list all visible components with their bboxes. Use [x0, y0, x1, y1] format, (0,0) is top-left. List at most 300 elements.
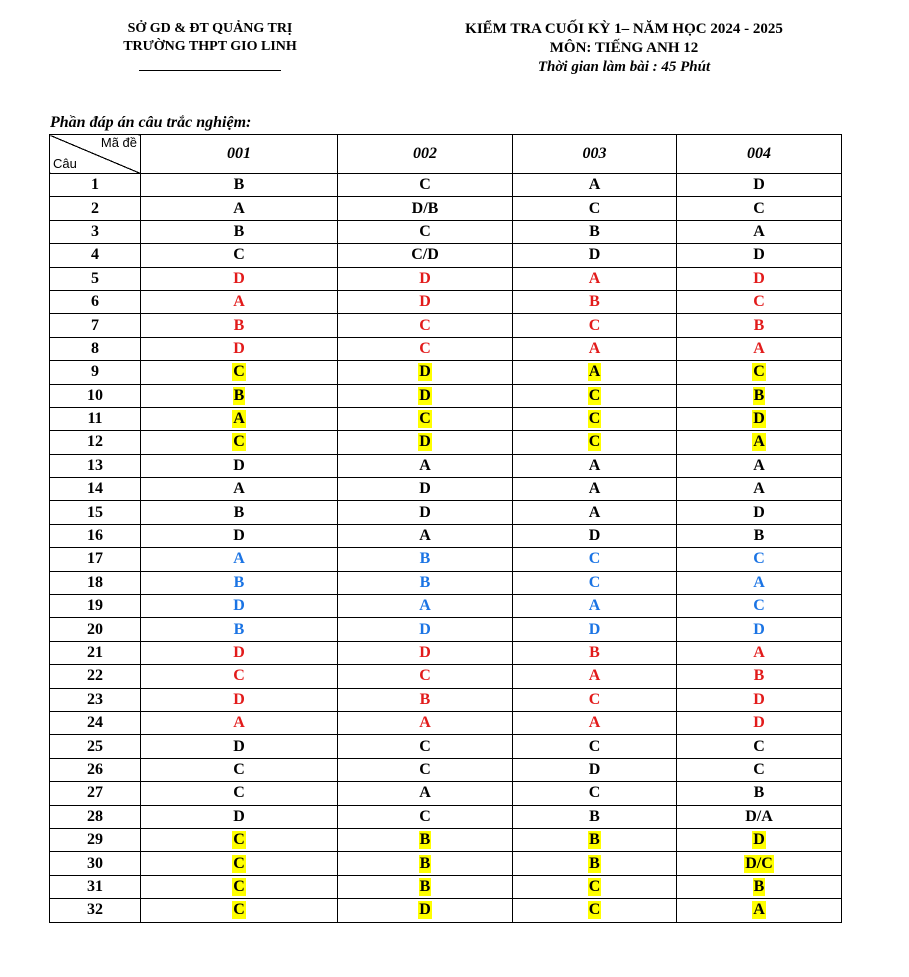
answer-letter: C — [233, 877, 245, 895]
answer-cell — [141, 407, 338, 430]
answer-cell — [677, 688, 842, 711]
answer-cell — [141, 758, 338, 781]
answer-letter: C — [233, 363, 245, 381]
table-row — [50, 618, 842, 641]
answer-cell — [513, 174, 677, 197]
table-row — [50, 431, 842, 454]
answer-cell — [513, 641, 677, 664]
question-number-cell: 2 — [50, 197, 141, 220]
answer-table-body — [50, 174, 842, 923]
answer-cell — [338, 805, 513, 828]
answer-letter: A — [753, 433, 765, 451]
answer-cell — [338, 290, 513, 313]
answer-cell — [677, 407, 842, 430]
answer-cell — [513, 852, 677, 875]
answer-cell — [338, 899, 513, 922]
answer-letter: D — [233, 456, 245, 474]
answer-cell — [338, 665, 513, 688]
answer-cell — [677, 711, 842, 734]
answer-cell — [338, 337, 513, 360]
exam-subject: MÔN: TIẾNG ANH 12 — [549, 40, 699, 56]
answer-cell — [141, 197, 338, 220]
answer-cell — [513, 899, 677, 922]
answer-letter: C — [588, 901, 601, 919]
answer-cell — [141, 524, 338, 547]
question-number-cell: 20 — [50, 618, 141, 641]
question-number-cell: 21 — [50, 641, 141, 664]
table-row — [50, 641, 842, 664]
answer-cell — [141, 571, 338, 594]
answer-cell — [338, 244, 513, 267]
answer-letter: B — [233, 316, 245, 334]
answer-cell — [677, 220, 842, 243]
answer-cell — [338, 384, 513, 407]
answer-letter: B — [753, 527, 765, 545]
answer-letter: D — [588, 246, 601, 264]
answer-letter: C — [588, 433, 601, 451]
answer-letter: A — [753, 222, 765, 240]
answer-letter: C — [588, 199, 601, 217]
answer-cell — [513, 571, 677, 594]
answer-cell — [338, 407, 513, 430]
answer-cell — [513, 782, 677, 805]
table-header-row — [50, 135, 842, 174]
answer-cell — [141, 501, 338, 524]
answer-cell — [677, 314, 842, 337]
answer-cell — [677, 361, 842, 384]
answer-letter: C — [588, 386, 601, 404]
table-row — [50, 852, 842, 875]
question-number-cell: 25 — [50, 735, 141, 758]
answer-letter: A — [588, 480, 601, 498]
answer-cell — [677, 244, 842, 267]
answer-letter: B — [419, 550, 431, 568]
answer-letter: A — [419, 597, 431, 615]
answer-cell — [513, 595, 677, 618]
question-number-cell: 11 — [50, 407, 141, 430]
answer-cell — [141, 618, 338, 641]
answer-letter: C — [588, 573, 601, 591]
answer-letter: C — [419, 316, 431, 334]
answer-letter: D — [233, 527, 245, 545]
table-row — [50, 735, 842, 758]
answer-cell — [141, 454, 338, 477]
answer-letter: C — [588, 784, 601, 802]
answer-letter: C — [588, 737, 601, 755]
answer-letter: D — [419, 386, 431, 404]
answer-cell — [513, 454, 677, 477]
answer-cell — [677, 197, 842, 220]
answer-cell — [141, 711, 338, 734]
answer-letter: C — [753, 293, 765, 311]
answer-letter: D — [233, 597, 245, 615]
answer-letter: A — [588, 176, 601, 194]
answer-cell — [141, 267, 338, 290]
answer-letter: D — [419, 480, 431, 498]
exam-title: KIỂM TRA CUỐI KỲ 1– NĂM HỌC 2024 - 2025 — [465, 21, 783, 37]
answer-cell — [338, 571, 513, 594]
answer-letter: C — [419, 339, 431, 357]
answer-cell — [141, 899, 338, 922]
answer-cell — [677, 267, 842, 290]
corner-label-code: Mã đề — [100, 135, 137, 150]
answer-letter: A — [753, 644, 765, 661]
answer-cell — [141, 548, 338, 571]
answer-letter: B — [753, 316, 765, 334]
question-number-cell: 14 — [50, 478, 141, 501]
answer-cell — [141, 805, 338, 828]
table-row — [50, 899, 842, 922]
answer-cell — [141, 361, 338, 384]
answer-cell — [677, 805, 842, 828]
answer-cell — [338, 361, 513, 384]
question-number-cell: 10 — [50, 384, 141, 407]
answer-cell — [141, 290, 338, 313]
answer-cell — [677, 735, 842, 758]
table-row — [50, 595, 842, 618]
table-row — [50, 805, 842, 828]
answer-letter: C — [588, 316, 601, 334]
answer-cell — [141, 244, 338, 267]
answer-letter: B — [589, 644, 600, 661]
answer-cell — [338, 454, 513, 477]
answer-cell — [141, 828, 338, 851]
question-number-cell: 29 — [50, 828, 141, 851]
answer-letter: A — [233, 480, 245, 498]
exam-code-header: 001 — [141, 135, 338, 174]
answer-letter: C — [588, 690, 601, 708]
department-name: SỞ GD & ĐT QUẢNG TRỊ — [127, 21, 293, 36]
answer-letter: A — [588, 339, 601, 357]
answer-cell — [513, 711, 677, 734]
answer-cell — [513, 361, 677, 384]
answer-letter: A — [588, 456, 601, 474]
answer-letter: B — [233, 573, 245, 591]
answer-letter: D — [233, 644, 245, 661]
answer-cell — [513, 828, 677, 851]
answer-letter: A — [753, 456, 765, 474]
table-row — [50, 665, 842, 688]
answer-letter: D — [233, 269, 245, 287]
exam-duration: Thời gian làm bài : 45 Phút — [537, 59, 711, 75]
answer-cell — [677, 828, 842, 851]
exam-code-header: 003 — [513, 135, 677, 174]
answer-cell — [141, 431, 338, 454]
answer-letter: A — [588, 269, 601, 287]
question-number-cell: 7 — [50, 314, 141, 337]
answer-letter: D — [753, 690, 765, 708]
table-row — [50, 688, 842, 711]
question-number-cell: 28 — [50, 805, 141, 828]
answer-cell — [141, 735, 338, 758]
answer-cell — [513, 478, 677, 501]
answer-letter: D — [588, 760, 601, 778]
school-name: TRƯỜNG THPT GIO LINH — [123, 39, 297, 54]
section-title: Phần đáp án câu trắc nghiệm: — [50, 114, 252, 131]
answer-letter: D — [753, 410, 765, 428]
answer-cell — [338, 641, 513, 664]
corner-header-cell — [50, 135, 141, 174]
answer-letter: D — [233, 339, 245, 357]
answer-cell — [513, 337, 677, 360]
answer-letter: B — [419, 690, 431, 708]
answer-cell — [338, 548, 513, 571]
header-divider — [139, 70, 281, 71]
answer-letter: C — [233, 901, 245, 919]
answer-letter: B — [753, 386, 765, 404]
answer-letter: A — [419, 456, 431, 474]
answer-cell — [338, 711, 513, 734]
answer-letter: C — [588, 410, 601, 428]
table-row — [50, 875, 842, 898]
answer-letter: D — [419, 620, 431, 638]
table-row — [50, 548, 842, 571]
answer-cell — [513, 688, 677, 711]
question-number-cell: 12 — [50, 431, 141, 454]
answer-letter: C — [233, 784, 245, 802]
answer-letter: C — [753, 597, 765, 615]
answer-letter: D — [419, 363, 431, 381]
exam-code-header: 004 — [677, 135, 842, 174]
answer-cell — [141, 337, 338, 360]
answer-letter: A — [233, 293, 245, 311]
answer-letter: D — [753, 269, 765, 287]
question-number-cell: 5 — [50, 267, 141, 290]
answer-cell — [338, 758, 513, 781]
answer-letter: D — [419, 293, 431, 311]
question-number-cell: 1 — [50, 174, 141, 197]
answer-letter: C — [419, 222, 431, 240]
answer-letter: B — [589, 222, 600, 240]
answer-letter: C — [588, 550, 601, 568]
answer-cell — [677, 524, 842, 547]
answer-letter: A — [588, 714, 601, 732]
answer-letter: A — [233, 550, 245, 568]
answer-letter: A — [588, 667, 601, 685]
answer-letter: D — [233, 807, 245, 825]
answer-cell — [677, 290, 842, 313]
answer-letter: D/C — [745, 854, 773, 872]
answer-letter: B — [419, 877, 431, 895]
answer-letter: A — [233, 410, 245, 428]
answer-cell — [141, 478, 338, 501]
answer-letter: D — [419, 644, 431, 661]
answer-letter: C — [753, 363, 765, 381]
table-row — [50, 197, 842, 220]
answer-cell — [141, 688, 338, 711]
answer-letter: B — [233, 176, 245, 194]
answer-letter: A — [233, 199, 245, 217]
table-row — [50, 174, 842, 197]
answer-letter: A — [588, 503, 601, 521]
answer-cell — [677, 641, 842, 664]
answer-cell — [513, 197, 677, 220]
question-number-cell: 13 — [50, 454, 141, 477]
answer-letter: C — [419, 176, 431, 194]
question-number-cell: 27 — [50, 782, 141, 805]
answer-cell — [338, 220, 513, 243]
answer-cell — [513, 618, 677, 641]
answer-letter: B — [589, 854, 600, 872]
answer-cell — [141, 782, 338, 805]
question-number-cell: 3 — [50, 220, 141, 243]
answer-cell — [677, 665, 842, 688]
answer-cell — [513, 758, 677, 781]
answer-letter: B — [589, 293, 600, 311]
answer-cell — [513, 407, 677, 430]
answer-letter: B — [233, 620, 245, 638]
table-row — [50, 220, 842, 243]
answer-letter: C — [753, 737, 765, 755]
exam-header — [400, 20, 848, 77]
answer-letter: C — [588, 877, 601, 895]
answer-letter: C — [419, 667, 431, 685]
question-number-cell: 26 — [50, 758, 141, 781]
answer-letter: C — [419, 760, 431, 778]
answer-cell — [141, 174, 338, 197]
answer-cell — [338, 595, 513, 618]
table-row — [50, 314, 842, 337]
answer-letter: A — [233, 714, 245, 732]
answer-cell — [338, 174, 513, 197]
answer-letter: D — [419, 433, 431, 451]
answer-letter: B — [589, 831, 600, 849]
answer-letter: B — [233, 222, 245, 240]
answer-cell — [513, 875, 677, 898]
answer-cell — [513, 314, 677, 337]
answer-cell — [677, 337, 842, 360]
answer-cell — [338, 875, 513, 898]
answer-cell — [677, 758, 842, 781]
answer-cell — [338, 501, 513, 524]
answer-cell — [338, 197, 513, 220]
table-row — [50, 758, 842, 781]
answer-letter: A — [588, 597, 601, 615]
answer-letter: A — [419, 527, 431, 545]
answer-cell — [677, 548, 842, 571]
table-row — [50, 361, 842, 384]
answer-letter: D — [233, 737, 245, 755]
answer-letter: D — [419, 269, 431, 287]
answer-cell — [677, 852, 842, 875]
answer-letter: A — [753, 480, 765, 498]
answer-cell — [513, 267, 677, 290]
answer-cell — [513, 384, 677, 407]
answer-cell — [338, 431, 513, 454]
table-row — [50, 244, 842, 267]
table-row — [50, 501, 842, 524]
school-header — [70, 20, 350, 71]
answer-letter: B — [419, 831, 431, 849]
answer-cell — [677, 618, 842, 641]
answer-cell — [677, 595, 842, 618]
answer-cell — [513, 665, 677, 688]
answer-cell — [338, 314, 513, 337]
answer-cell — [677, 431, 842, 454]
answer-cell — [338, 852, 513, 875]
answer-letter: B — [589, 807, 600, 825]
answer-cell — [677, 501, 842, 524]
answer-letter: B — [753, 784, 765, 802]
answer-cell — [141, 641, 338, 664]
answer-cell — [513, 548, 677, 571]
answer-cell — [338, 524, 513, 547]
answer-letter: C — [419, 410, 431, 428]
answer-cell — [677, 454, 842, 477]
exam-code-header: 002 — [338, 135, 513, 174]
answer-letter: C — [419, 737, 431, 755]
answer-letter: D — [588, 620, 601, 638]
answer-letter: D — [753, 620, 765, 638]
answer-cell — [141, 384, 338, 407]
question-number-cell: 19 — [50, 595, 141, 618]
answer-cell — [141, 220, 338, 243]
answer-letter: C — [753, 199, 765, 217]
table-row — [50, 782, 842, 805]
question-number-cell: 31 — [50, 875, 141, 898]
question-number-cell: 18 — [50, 571, 141, 594]
table-row — [50, 478, 842, 501]
answer-letter: D — [419, 901, 431, 919]
answer-letter: C/D — [411, 246, 439, 264]
answer-letter: A — [588, 363, 601, 381]
answer-cell — [338, 828, 513, 851]
answer-letter: C — [233, 433, 245, 451]
answer-letter: D — [588, 527, 601, 545]
answer-letter: C — [233, 831, 245, 849]
answer-letter: A — [753, 573, 765, 591]
table-row — [50, 290, 842, 313]
question-number-cell: 17 — [50, 548, 141, 571]
answer-letter: D — [233, 690, 245, 708]
answer-letter: B — [419, 854, 431, 872]
table-row — [50, 267, 842, 290]
answer-letter: B — [753, 667, 765, 685]
answer-letter: C — [233, 246, 245, 264]
answer-cell — [677, 571, 842, 594]
answer-cell — [338, 478, 513, 501]
answer-letter: D — [753, 831, 765, 849]
answer-letter: D — [753, 714, 765, 732]
answer-cell — [677, 174, 842, 197]
question-number-cell: 24 — [50, 711, 141, 734]
table-row — [50, 454, 842, 477]
question-number-cell: 15 — [50, 501, 141, 524]
answer-cell — [677, 384, 842, 407]
answer-cell — [677, 899, 842, 922]
answer-cell — [338, 688, 513, 711]
question-number-cell: 23 — [50, 688, 141, 711]
answer-cell — [141, 665, 338, 688]
answer-cell — [141, 852, 338, 875]
answer-letter: A — [419, 714, 431, 732]
table-row — [50, 337, 842, 360]
answer-cell — [141, 314, 338, 337]
question-number-cell: 16 — [50, 524, 141, 547]
table-row — [50, 828, 842, 851]
answer-letter: C — [233, 760, 245, 778]
answer-letter: C — [419, 807, 431, 825]
answer-cell — [513, 524, 677, 547]
table-row — [50, 524, 842, 547]
answer-cell — [677, 875, 842, 898]
answer-cell — [513, 220, 677, 243]
answer-letter: A — [753, 339, 765, 357]
answer-letter: D/B — [411, 199, 439, 217]
answer-cell — [677, 782, 842, 805]
answer-letter: C — [753, 760, 765, 778]
table-row — [50, 711, 842, 734]
